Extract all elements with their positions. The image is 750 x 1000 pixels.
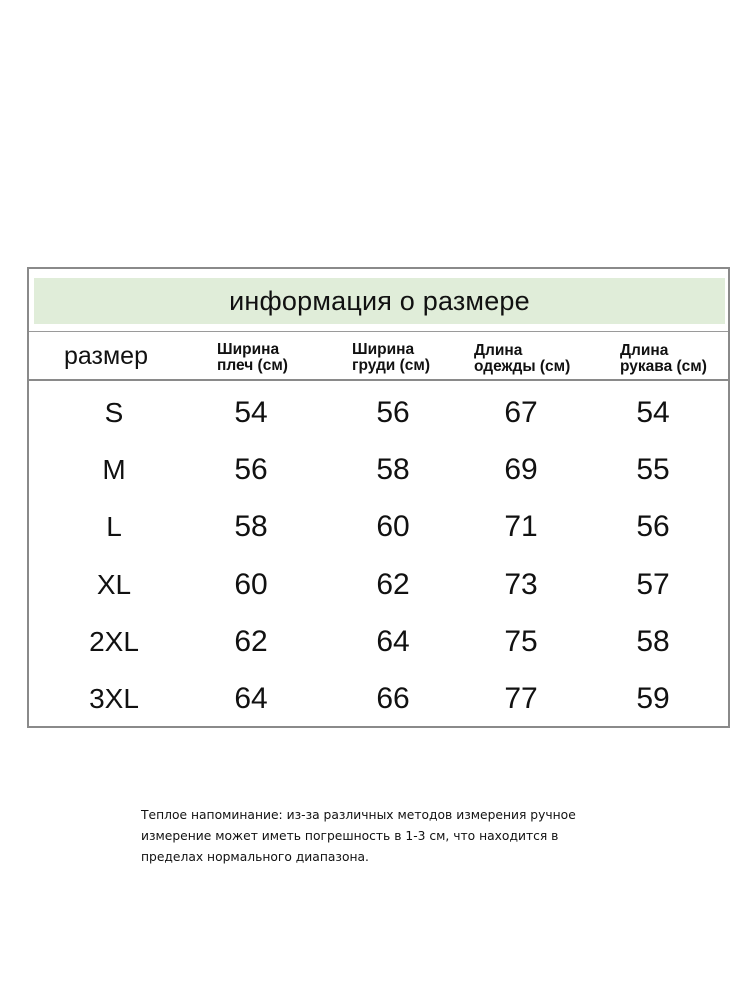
size-cell: M — [102, 454, 126, 485]
size-cell: XL — [96, 569, 132, 600]
header-shoulder-line1: Ширина — [217, 341, 280, 358]
table-row — [29, 679, 728, 719]
sleeve-cell: 57 — [636, 568, 670, 601]
header-length-line1: Длина — [474, 342, 523, 359]
chest-cell: 62 — [376, 568, 410, 601]
measurement-note — [141, 805, 661, 868]
sleeve-cell: 58 — [636, 625, 670, 658]
chest-cell: 60 — [376, 510, 410, 543]
header-divider — [29, 379, 728, 381]
table-row — [29, 565, 728, 605]
header-chest-width — [352, 342, 430, 374]
chest-cell: 58 — [376, 453, 410, 486]
sleeve-cell: 54 — [636, 396, 670, 429]
size-cell: 2XL — [89, 626, 139, 657]
header-chest-line2: груди (см) — [352, 357, 431, 374]
table-row — [29, 622, 728, 662]
shoulder-cell: 60 — [234, 568, 268, 601]
header-sleeve-line2: рукава (см) — [620, 358, 707, 375]
header-length-line2: одежды (см) — [474, 358, 571, 375]
chest-cell: 66 — [376, 682, 410, 715]
shoulder-cell: 62 — [234, 625, 268, 658]
divider — [29, 331, 728, 332]
sleeve-cell: 56 — [636, 510, 670, 543]
header-chest-line1: Ширина — [352, 341, 415, 358]
header-size: размер — [64, 342, 148, 370]
note-line: Теплое напоминание: из-за различных методов измерения ручное — [141, 808, 576, 822]
sleeve-cell: 59 — [636, 682, 670, 715]
header-sleeve-length — [620, 343, 707, 375]
table-row — [29, 393, 728, 433]
note-line: пределах нормального диапазона. — [141, 850, 369, 864]
size-cell: S — [104, 397, 124, 428]
header-shoulder-line2: плеч (см) — [217, 357, 288, 374]
chest-cell: 64 — [376, 625, 410, 658]
size-chart — [27, 267, 730, 728]
chart-title: информация о размере — [34, 278, 725, 324]
length-cell: 67 — [504, 396, 538, 429]
size-cell: 3XL — [89, 683, 139, 714]
header-garment-length — [474, 343, 570, 375]
length-cell: 77 — [504, 682, 538, 715]
length-cell: 73 — [504, 568, 538, 601]
shoulder-cell: 64 — [234, 682, 268, 715]
table-row — [29, 507, 728, 547]
length-cell: 69 — [504, 453, 538, 486]
table-row — [29, 450, 728, 490]
length-cell: 71 — [504, 510, 538, 543]
header-shoulder-width — [217, 342, 288, 374]
shoulder-cell: 58 — [234, 510, 268, 543]
shoulder-cell: 56 — [234, 453, 268, 486]
header-sleeve-line1: Длина — [620, 342, 669, 359]
length-cell: 75 — [504, 625, 538, 658]
chest-cell: 56 — [376, 396, 410, 429]
size-cell: L — [106, 511, 122, 542]
shoulder-cell: 54 — [234, 396, 268, 429]
sleeve-cell: 55 — [636, 453, 670, 486]
note-line: измерение может иметь погрешность в 1-3 см, что находится в — [141, 829, 559, 843]
